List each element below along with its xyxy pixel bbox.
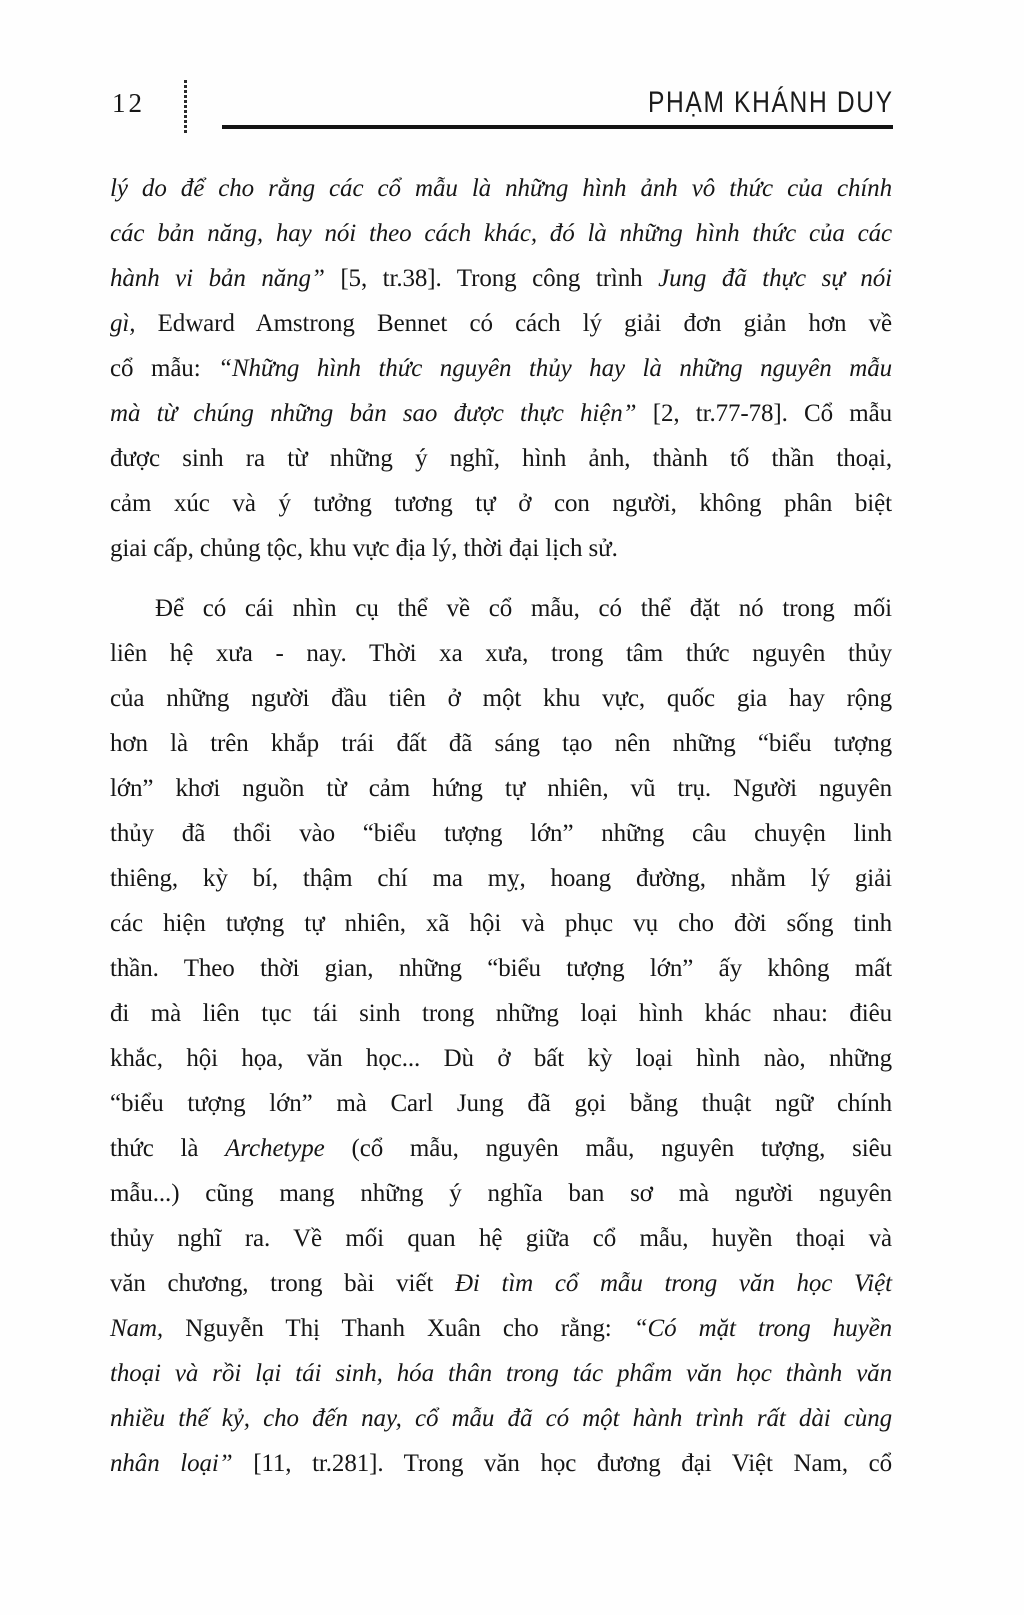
text-segment: các hiện tượng tự nhiên, xã hội và phục vụ cho đời sống tinh bbox=[110, 910, 892, 937]
text-segment: cảm xúc và ý tưởng tương tự ở con người, không phân biệt bbox=[110, 490, 892, 517]
text-segment: Để có cái nhìn cụ thể về cổ mẫu, có thể đặt nó trong mối bbox=[155, 595, 892, 622]
text-segment: thủy đã thổi vào “biểu tượng lớn” những câu chuyện linh bbox=[110, 820, 892, 847]
page-number: 12 bbox=[112, 88, 145, 118]
text-segment: được sinh ra từ những ý nghĩ, hình ảnh, thành tố thần thoại, bbox=[110, 445, 892, 472]
text-line bbox=[110, 1396, 892, 1441]
text-segment: “Những hình thức nguyên thủy hay là những nguyên mẫu bbox=[218, 355, 892, 382]
text-segment: đi mà liên tục tái sinh trong những loại hình khác nhau: điêu bbox=[110, 1000, 892, 1027]
text-segment: giai cấp, chủng tộc, khu vực địa lý, thời đại lịch sử. bbox=[110, 535, 618, 562]
text-segment: gì, bbox=[110, 310, 158, 337]
text-segment: Đi tìm cổ mẫu trong văn học Việt bbox=[454, 1270, 892, 1297]
text-segment: của những người đầu tiên ở một khu vực, quốc gia hay rộng bbox=[110, 685, 892, 712]
text-segment: Jung đã thực sự nói bbox=[658, 265, 892, 292]
text-line bbox=[110, 526, 892, 571]
header-divider-bar bbox=[184, 80, 187, 134]
text-block bbox=[110, 166, 892, 1486]
text-line bbox=[110, 1126, 892, 1171]
text-line bbox=[110, 586, 892, 631]
text-line bbox=[110, 1216, 892, 1261]
text-segment: thiêng, kỳ bí, thậm chí ma mỵ, hoang đường, nhằm lý giải bbox=[110, 865, 892, 892]
text-segment: thần. Theo thời gian, những “biểu tượng lớn” ấy không mất bbox=[110, 955, 892, 982]
text-segment: liên hệ xưa - nay. Thời xa xưa, trong tâm thức nguyên thủy bbox=[110, 640, 892, 667]
text-segment: Archetype bbox=[225, 1135, 325, 1162]
text-line bbox=[110, 256, 892, 301]
text-segment: hơn là trên khắp trái đất đã sáng tạo nên những “biểu tượng bbox=[110, 730, 892, 757]
text-segment: Nguyễn Thị Thanh Xuân cho rằng: bbox=[185, 1315, 634, 1342]
paragraph bbox=[110, 166, 892, 571]
text-segment: cổ mẫu: bbox=[110, 355, 219, 382]
text-line bbox=[110, 391, 892, 436]
text-segment: “biểu tượng lớn” mà Carl Jung đã gọi bằng thuật ngữ chính bbox=[110, 1090, 892, 1117]
text-segment: nhân loại” bbox=[110, 1450, 254, 1477]
text-segment: mà từ chúng những bản sao được thực hiện” bbox=[110, 400, 653, 427]
text-line bbox=[110, 1441, 892, 1486]
text-segment: [11, tr.281]. Trong văn học đương đại Việt Nam, cổ bbox=[253, 1450, 893, 1477]
text-line bbox=[110, 166, 892, 211]
text-line bbox=[110, 991, 892, 1036]
text-line bbox=[110, 211, 892, 256]
paragraph bbox=[110, 586, 892, 1486]
text-line bbox=[110, 1036, 892, 1081]
text-segment: nhiều thế kỷ, cho đến nay, cổ mẫu đã có một hành trình rất dài cùng bbox=[110, 1405, 892, 1432]
text-line bbox=[110, 946, 892, 991]
text-line bbox=[110, 301, 892, 346]
text-segment: Edward Amstrong Bennet có cách lý giải đơn giản hơn về bbox=[157, 310, 892, 337]
text-segment: Nam, bbox=[110, 1315, 186, 1342]
text-segment: khắc, hội họa, văn học... Dù ở bất kỳ loại hình nào, những bbox=[110, 1045, 892, 1072]
text-segment: các bản năng, hay nói theo cách khác, đó là những hình thức của các bbox=[110, 220, 892, 247]
text-segment: thức là bbox=[110, 1135, 226, 1162]
text-line bbox=[110, 631, 892, 676]
text-segment: lớn” khơi nguồn từ cảm hứng tự nhiên, vũ trụ. Người nguyên bbox=[110, 775, 892, 802]
text-line bbox=[110, 481, 892, 526]
text-line bbox=[110, 1306, 892, 1351]
text-segment: thủy nghĩ ra. Về mối quan hệ giữa cổ mẫu, huyền thoại và bbox=[110, 1225, 892, 1252]
text-line bbox=[110, 676, 892, 721]
text-line bbox=[110, 856, 892, 901]
text-segment: thoại và rồi lại tái sinh, hóa thân trong tác phẩm văn học thành văn bbox=[110, 1360, 892, 1387]
text-line bbox=[110, 1081, 892, 1126]
header-rule bbox=[222, 125, 893, 129]
text-line bbox=[110, 1171, 892, 1216]
text-line bbox=[110, 1261, 892, 1306]
author-header: PHẠM KHÁNH DUY bbox=[648, 86, 894, 119]
text-line bbox=[110, 1351, 892, 1396]
text-line bbox=[110, 766, 892, 811]
text-line bbox=[110, 346, 892, 391]
text-segment: (cổ mẫu, nguyên mẫu, nguyên tượng, siêu bbox=[324, 1135, 893, 1162]
text-line bbox=[110, 436, 892, 481]
text-line bbox=[110, 811, 892, 856]
text-segment: lý do để cho rằng các cổ mẫu là những hình ảnh vô thức của chính bbox=[110, 175, 892, 202]
text-segment: “Có mặt trong huyền bbox=[633, 1315, 892, 1342]
text-segment: [5, tr.38]. Trong công trình bbox=[340, 265, 659, 292]
text-line bbox=[110, 901, 892, 946]
text-segment: [2, tr.77-78]. Cổ mẫu bbox=[652, 400, 893, 427]
text-line bbox=[110, 721, 892, 766]
text-segment: hành vi bản năng” bbox=[110, 265, 341, 292]
text-segment: mẫu...) cũng mang những ý nghĩa ban sơ mà người nguyên bbox=[110, 1180, 892, 1207]
text-segment: văn chương, trong bài viết bbox=[110, 1270, 455, 1297]
